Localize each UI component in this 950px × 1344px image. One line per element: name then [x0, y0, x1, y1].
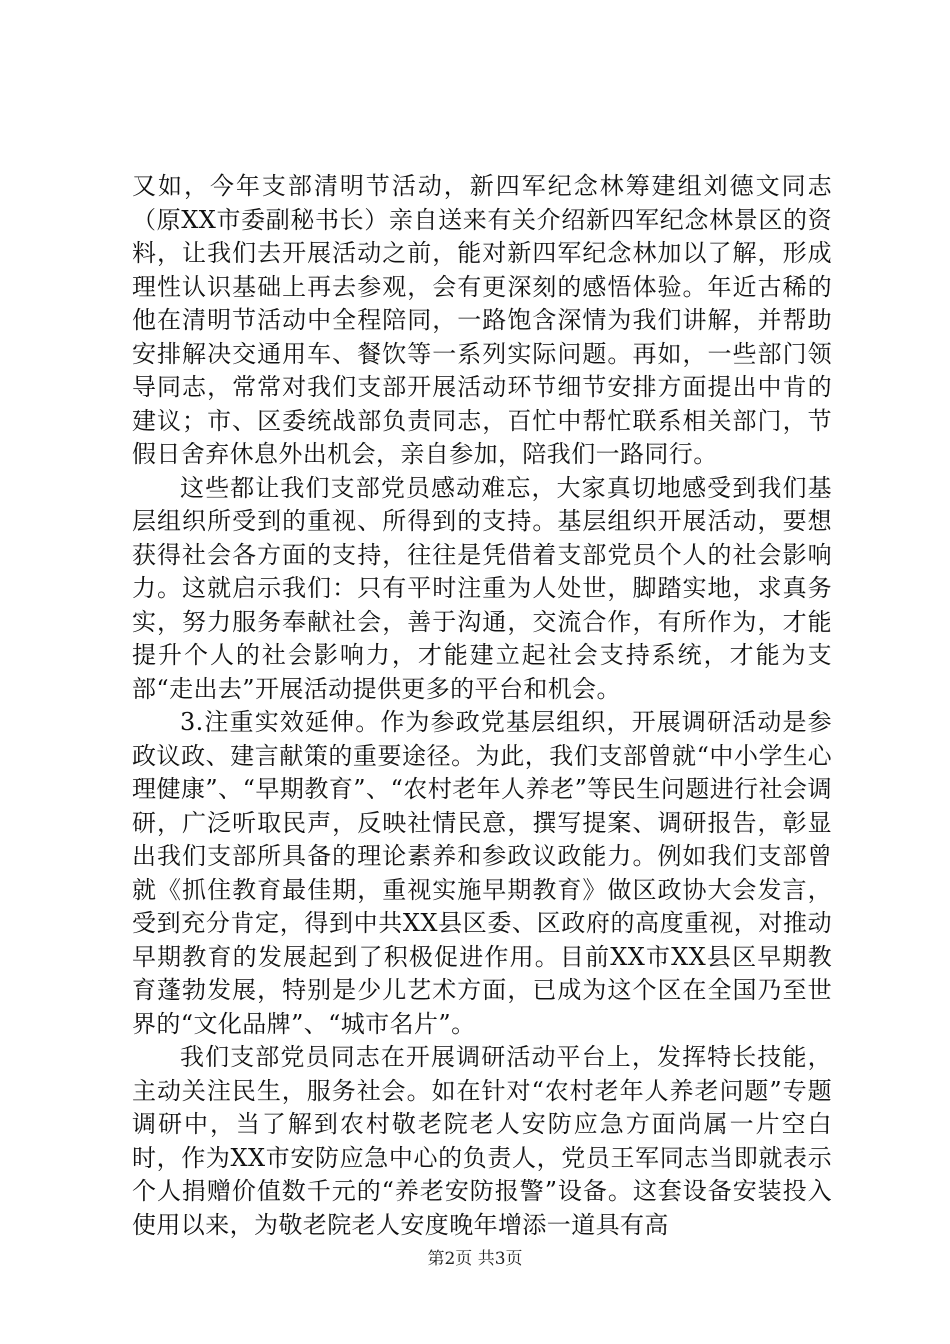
paragraph-support: 这些都让我们支部党员感动难忘，大家真切地感受到我们基层组织所受到的重视、所得到的支持。基层组织开展活动，要想获得社会各方面的支持，往往是凭借着支部党员个人的社会影响力。这就启示我们：只有平时注重为人处世，脚踏实地，求真务实，努力服务奉献社会，善于沟通，交流合作，有所作为，才能提升个人的社会影响力，才能建立起社会支持系统，才能为支部“走出去”开展活动提供更多的平台和机会。 — [132, 473, 832, 703]
paragraph-continuation: 又如，今年支部清明节活动，新四军纪念林筹建组刘德文同志（原XX市委副秘书长）亲自送来有关介绍新四军纪念林景区的资料，让我们去开展活动之前，能对新四军纪念林加以了解，形成理性认识基础上再去参观，会有更深刻的感悟体验。年近古稀的他在清明节活动中全程陪同，一路饱含深情为我们讲解，并帮助安排解决交通用车、餐饮等一系列实际问题。再如，一些部门领导同志，常常对我们支部开展活动环节细节安排方面提出中肯的建议；市、区委统战部负责同志，百忙中帮忙联系相关部门，节假日舍弃休息外出机会，亲自参加，陪我们一路同行。 — [132, 172, 832, 468]
paragraph-effectiveness: 3.注重实效延伸。作为参政党基层组织，开展调研活动是参政议政、建言献策的重要途径。为此，我们支部曾就“中小学生心理健康”、“早期教育”、“农村老年人养老”等民生问题进行社会调研，广泛听取民声，反映社情民意，撰写提案、调研报告，彰显出我们支部所具备的理论素养和参政议政能力。例如我们支部曾就《抓住教育最佳期，重视实施早期教育》做区政协大会发言，受到充分肯定，得到中共XX县区委、区政府的高度重视，对推动早期教育的发展起到了积极促进作用。目前XX市XX县区早期教育蓬勃发展，特别是少儿艺术方面，已成为这个区在全国乃至世界的“文化品牌”、“城市名片”。 — [132, 708, 832, 1038]
body-text — [132, 170, 832, 1242]
page-number-label: 第2页 共3页 — [427, 1249, 523, 1269]
paragraph-research-platform: 我们支部党员同志在开展调研活动平台上，发挥特长技能，主动关注民生，服务社会。如在针对“农村老年人养老问题”专题调研中，当了解到农村敬老院老人安防应急方面尚属一片空白时，作为XX市安防应急中心的负责人，党员王军同志当即就表示个人捐赠价值数千元的“养老安防报警”设备。这套设备安装投入使用以来，为敬老院老人安度晚年增添一道具有高 — [132, 1043, 832, 1239]
page-footer — [0, 1244, 950, 1269]
